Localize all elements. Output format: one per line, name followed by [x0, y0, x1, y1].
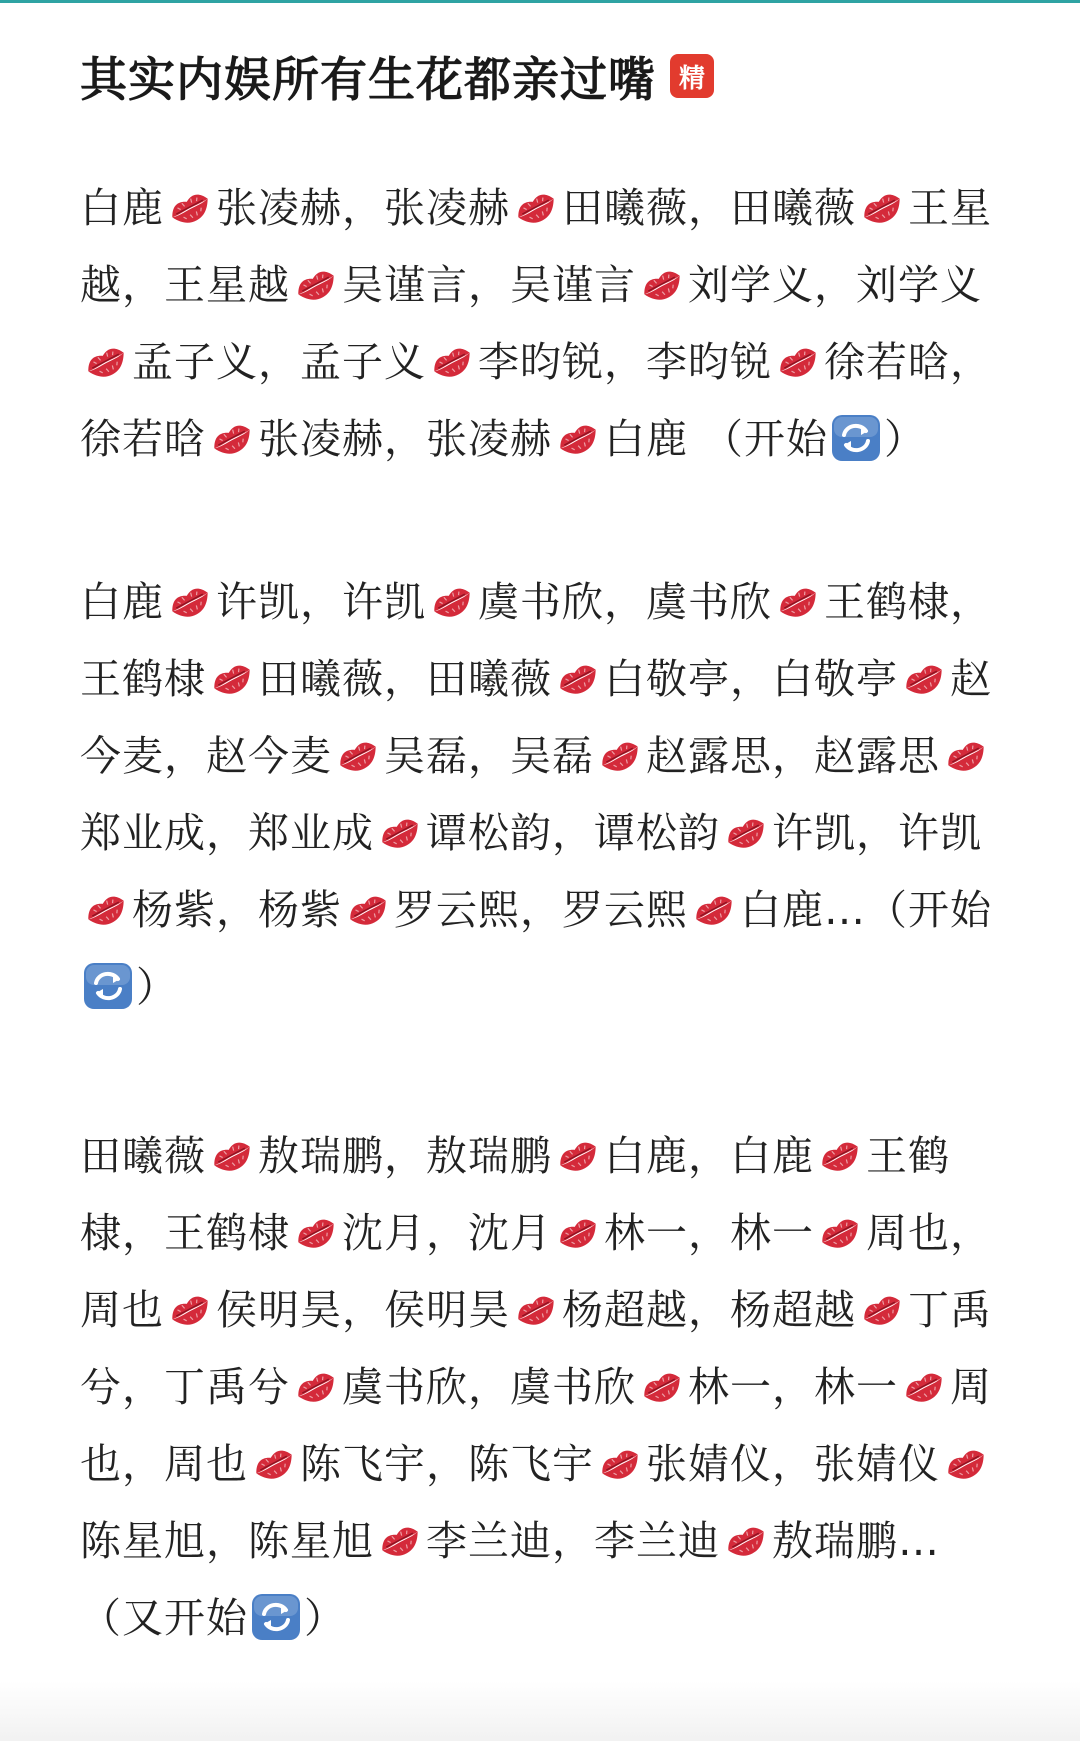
- kiss-mark-icon: [209, 1136, 255, 1176]
- kiss-mark-icon: [377, 813, 423, 853]
- kiss-mark-icon: [639, 265, 685, 305]
- kiss-mark-icon: [167, 1290, 213, 1330]
- paragraph-text: 周也，周也: [80, 1209, 992, 1334]
- repeat-arrows-icon: [82, 961, 134, 1011]
- paragraph-text: 陈飞宇，陈飞宇: [300, 1440, 594, 1488]
- kiss-mark-icon: [943, 736, 989, 776]
- paragraph-text: 张凌赫，张凌赫: [216, 184, 510, 232]
- post-paragraph: [80, 564, 1010, 1026]
- paragraph-text: 白鹿…（开始: [740, 886, 992, 934]
- kiss-mark-icon: [167, 188, 213, 228]
- bottom-fade: [0, 1681, 1080, 1741]
- paragraph-text: 沈月，沈月: [342, 1209, 552, 1257]
- kiss-mark-icon: [639, 1367, 685, 1407]
- paragraph-text: 虞书欣，虞书欣: [478, 578, 772, 626]
- kiss-mark-icon: [817, 1136, 863, 1176]
- kiss-mark-icon: [817, 1213, 863, 1253]
- paragraph-text: 田曦薇，田曦薇: [562, 184, 856, 232]
- paragraph-text: 陈星旭，陈星旭: [80, 1517, 374, 1565]
- paragraph-text: 田曦薇，田曦薇: [258, 655, 552, 703]
- featured-badge: 精: [670, 54, 714, 98]
- paragraph-text: 吴磊，吴磊: [384, 732, 594, 780]
- paragraph-text: 杨紫，杨紫: [132, 886, 342, 934]
- kiss-mark-icon: [83, 342, 129, 382]
- paragraph-text: 虞书欣，虞书欣: [342, 1363, 636, 1411]
- kiss-mark-icon: [335, 736, 381, 776]
- kiss-mark-icon: [209, 419, 255, 459]
- kiss-mark-icon: [775, 342, 821, 382]
- kiss-mark-icon: [251, 1444, 297, 1484]
- paragraph-text: 谭松韵，谭松韵: [426, 809, 720, 857]
- paragraph-text: 王星越，王星越: [80, 184, 992, 309]
- kiss-mark-icon: [723, 1521, 769, 1561]
- paragraph-text: 田曦薇: [80, 1132, 206, 1180]
- paragraph-text: 赵今麦，赵今麦: [80, 655, 992, 780]
- kiss-mark-icon: [293, 265, 339, 305]
- repeat-arrows-icon: [250, 1592, 302, 1642]
- paragraph-text: 敖瑞鹏，敖瑞鹏: [258, 1132, 552, 1180]
- paragraph-text: 丁禹兮，丁禹兮: [80, 1286, 992, 1411]
- kiss-mark-icon: [943, 1444, 989, 1484]
- paragraph-text: ）: [136, 963, 178, 1011]
- paragraph-text: 郑业成，郑业成: [80, 809, 374, 857]
- paragraph-text: 侯明昊，侯明昊: [216, 1286, 510, 1334]
- paragraph-text: ）: [304, 1594, 346, 1642]
- kiss-mark-icon: [859, 1290, 905, 1330]
- kiss-mark-icon: [345, 890, 391, 930]
- kiss-mark-icon: [167, 582, 213, 622]
- kiss-mark-icon: [859, 188, 905, 228]
- kiss-mark-icon: [83, 890, 129, 930]
- paragraph-text: 白敬亭，白敬亭: [604, 655, 898, 703]
- paragraph-text: 白鹿: [80, 184, 164, 232]
- kiss-mark-icon: [597, 736, 643, 776]
- kiss-mark-icon: [597, 1444, 643, 1484]
- post-paragraph: [80, 170, 1010, 478]
- paragraph-text: 王鹤棣，王鹤棣: [80, 1132, 950, 1257]
- paragraph-text: 孟子义，孟子义: [132, 338, 426, 386]
- kiss-mark-icon: [209, 659, 255, 699]
- paragraph-text: 张凌赫，张凌赫: [258, 415, 552, 463]
- top-accent-line: [0, 0, 1080, 3]
- kiss-mark-icon: [293, 1367, 339, 1407]
- post-title: 其实内娱所有生花都亲过嘴: [80, 52, 656, 108]
- paragraph-text: 白鹿，白鹿: [604, 1132, 814, 1180]
- paragraph-text: 张婧仪，张婧仪: [646, 1440, 940, 1488]
- paragraph-text: 吴谨言，吴谨言: [342, 261, 636, 309]
- paragraph-text: 刘学义，刘学义: [688, 261, 982, 309]
- post-paragraph: [80, 1118, 1010, 1657]
- paragraph-text: 许凯，许凯: [216, 578, 426, 626]
- kiss-mark-icon: [429, 342, 475, 382]
- paragraph-text: 白鹿 （开始: [604, 415, 829, 463]
- paragraph-text: 罗云熙，罗云熙: [394, 886, 688, 934]
- kiss-mark-icon: [901, 1367, 947, 1407]
- kiss-mark-icon: [901, 659, 947, 699]
- paragraph-text: 林一，林一: [688, 1363, 898, 1411]
- paragraph-text: 敖瑞鹏…（又开始: [80, 1517, 940, 1642]
- paragraph-text: 许凯，许凯: [772, 809, 982, 857]
- paragraph-text: 杨超越，杨超越: [562, 1286, 856, 1334]
- kiss-mark-icon: [513, 1290, 559, 1330]
- kiss-mark-icon: [691, 890, 737, 930]
- repeat-arrows-icon: [830, 413, 882, 463]
- paragraph-text: ）: [884, 415, 927, 463]
- kiss-mark-icon: [555, 659, 601, 699]
- paragraph-text: 林一，林一: [604, 1209, 814, 1257]
- paragraph-text: 王鹤棣，王鹤棣: [80, 578, 992, 703]
- kiss-mark-icon: [513, 188, 559, 228]
- kiss-mark-icon: [377, 1521, 423, 1561]
- post-header: [80, 40, 1010, 112]
- kiss-mark-icon: [555, 419, 601, 459]
- paragraph-text: 白鹿: [80, 578, 164, 626]
- kiss-mark-icon: [555, 1213, 601, 1253]
- kiss-mark-icon: [293, 1213, 339, 1253]
- paragraph-text: 徐若晗，徐若晗: [80, 338, 992, 463]
- kiss-mark-icon: [555, 1136, 601, 1176]
- kiss-mark-icon: [723, 813, 769, 853]
- paragraph-text: 赵露思，赵露思: [646, 732, 940, 780]
- kiss-mark-icon: [775, 582, 821, 622]
- kiss-mark-icon: [429, 582, 475, 622]
- post-card: [80, 40, 1010, 1657]
- paragraph-text: 李昀锐，李昀锐: [478, 338, 772, 386]
- paragraph-text: 李兰迪，李兰迪: [426, 1517, 720, 1565]
- paragraph-text: 周也，周也: [80, 1363, 992, 1488]
